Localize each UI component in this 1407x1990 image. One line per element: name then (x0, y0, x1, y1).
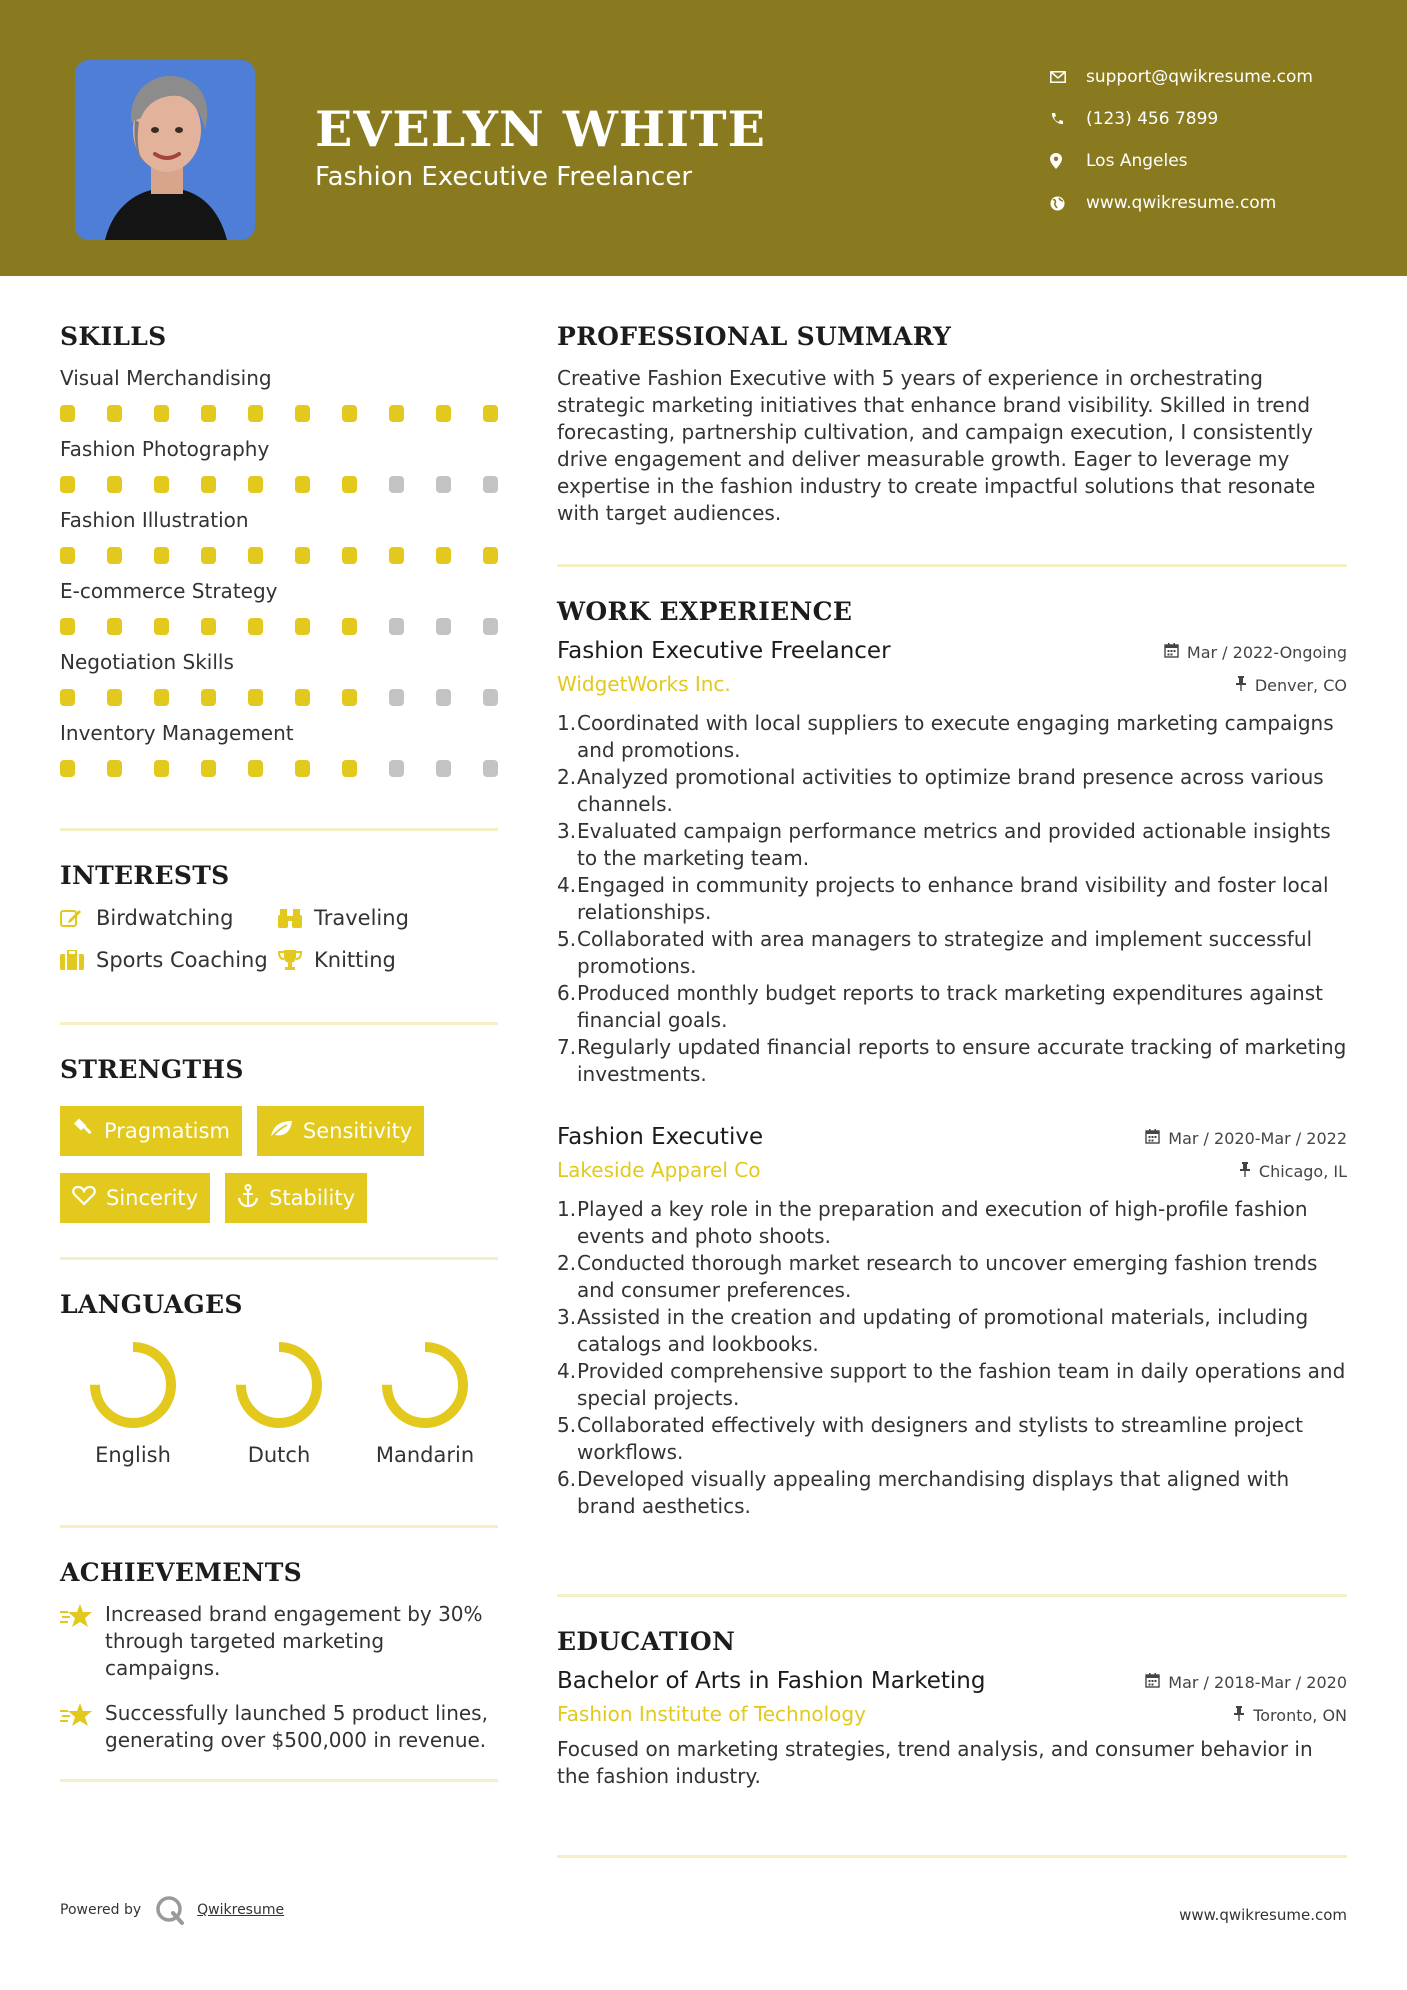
summary-text: Creative Fashion Executive with 5 years of experience in orchestrating strategic marketing initiatives that enhance brand visibility. Skilled in trend forecasting, partnership cultivation, and campaign execution, I consistently drive engagement and deliver measurable growth. Eager to leverage my expertise in the fashion industry to create impactful solutions that resonate with target audiences. (557, 366, 1316, 525)
rating-dot (483, 689, 498, 706)
list-item (557, 1412, 1347, 1466)
company-name: Lakeside Apparel Co (557, 1158, 761, 1182)
list-number: 4. (557, 1359, 577, 1383)
rating-dot (295, 689, 310, 706)
rating-dot (248, 476, 263, 493)
job-title: Fashion Executive (557, 1124, 764, 1150)
strength-tag (225, 1173, 367, 1223)
interest-label: Sports Coaching (96, 948, 268, 972)
rating-dot (389, 760, 404, 777)
rating-dot (342, 476, 357, 493)
divider (60, 1779, 498, 1782)
skill-rating (60, 618, 498, 635)
website-text[interactable]: www.qwikresume.com (1086, 193, 1277, 213)
interest-item (60, 906, 278, 930)
contact-phone (1050, 98, 1313, 140)
interests-section (60, 831, 498, 1022)
job-entry (557, 1124, 1347, 1520)
rating-dot (248, 618, 263, 635)
rating-dot (483, 476, 498, 493)
briefcase-icon (60, 950, 96, 970)
list-item (557, 980, 1347, 1034)
section-title-experience: WORK EXPERIENCE (557, 597, 853, 626)
bullet-text: Engaged in community projects to enhance brand visibility and foster local relationships. (577, 873, 1329, 924)
language-item (352, 1339, 498, 1467)
list-number: 3. (557, 819, 577, 843)
star-icon (60, 1601, 105, 1682)
contact-website[interactable] (1050, 182, 1313, 224)
divider (557, 1855, 1347, 1858)
strength-label: Sincerity (106, 1186, 199, 1210)
skills-section (60, 322, 498, 828)
list-number: 5. (557, 1413, 577, 1437)
interest-item (60, 948, 278, 972)
candidate-title: Fashion Executive Freelancer (315, 162, 693, 192)
language-name: English (95, 1443, 171, 1467)
rating-dot (107, 547, 122, 564)
footer-website[interactable]: www.qwikresume.com (1179, 1906, 1347, 1924)
rating-dot (154, 618, 169, 635)
section-title-summary: PROFESSIONAL SUMMARY (557, 322, 952, 351)
interest-label: Knitting (314, 948, 396, 972)
rating-dot (248, 689, 263, 706)
section-title-strengths: STRENGTHS (60, 1055, 244, 1084)
job-entry (557, 638, 1347, 1088)
list-number: 5. (557, 927, 577, 951)
bullet-text: Conducted thorough market research to uncover emerging fashion trends and consumer preferences. (577, 1251, 1318, 1302)
dates-text: Mar / 2018-Mar / 2020 (1168, 1673, 1347, 1692)
rating-dot (60, 618, 75, 635)
leaf-icon (269, 1119, 293, 1144)
rating-dot (201, 405, 216, 422)
education-sub (557, 1702, 1347, 1726)
phone-text: (123) 456 7899 (1086, 109, 1219, 129)
location-text: Toronto, ON (1253, 1706, 1347, 1725)
section-title-skills: SKILLS (60, 322, 167, 351)
job-sub (557, 672, 1347, 696)
rating-dot (60, 689, 75, 706)
map-pin-icon (1050, 153, 1086, 169)
language-item (206, 1339, 352, 1467)
job-bullets (557, 1196, 1347, 1520)
job-location (1235, 676, 1347, 695)
rating-dot (107, 405, 122, 422)
rating-dot (342, 547, 357, 564)
rating-dot (201, 760, 216, 777)
rating-dot (60, 547, 75, 564)
rating-dot (248, 547, 263, 564)
rating-dot (436, 476, 451, 493)
rating-dot (295, 405, 310, 422)
bullet-text: Analyzed promotional activities to optimize brand presence across various channels. (577, 765, 1324, 816)
company-name: WidgetWorks Inc. (557, 672, 731, 696)
skill-name: E-commerce Strategy (60, 579, 278, 603)
bullet-text: Regularly updated financial reports to ensure accurate tracking of marketing investments. (577, 1035, 1347, 1086)
list-item (557, 926, 1347, 980)
rating-dot (248, 405, 263, 422)
pushpin-icon (1239, 1162, 1251, 1181)
skills-list (60, 365, 498, 777)
language-item (60, 1339, 206, 1467)
jobs-list (557, 638, 1347, 1520)
language-gauge (379, 1339, 471, 1431)
edit-icon (60, 908, 96, 928)
skill-rating (60, 476, 498, 493)
bullet-text: Collaborated with area managers to strategize and implement successful promotions. (577, 927, 1313, 978)
skill-rating (60, 405, 498, 422)
bullet-text: Assisted in the creation and updating of promotional materials, including catalogs and lookbooks. (577, 1305, 1309, 1356)
language-gauge-arc (241, 1347, 317, 1423)
achievement-text: Successfully launched 5 product lines, generating over $500,000 in revenue. (105, 1701, 488, 1752)
languages-list (60, 1339, 498, 1467)
rating-dot (483, 760, 498, 777)
list-item (557, 710, 1347, 764)
rating-dot (107, 689, 122, 706)
list-number: 6. (557, 1467, 577, 1491)
achievement-item (60, 1700, 498, 1754)
gavel-icon (72, 1118, 94, 1145)
candidate-name: EVELYN WHITE (315, 100, 766, 158)
rating-dot (483, 547, 498, 564)
skill-name: Fashion Photography (60, 437, 270, 461)
heart-icon (72, 1185, 96, 1211)
list-number: 2. (557, 1251, 577, 1275)
globe-icon (1050, 196, 1086, 211)
summary-section (557, 322, 1347, 564)
strength-label: Pragmatism (104, 1119, 230, 1143)
rating-dot (201, 689, 216, 706)
school-name: Fashion Institute of Technology (557, 1702, 866, 1726)
strength-tag (257, 1106, 424, 1156)
interest-item (278, 948, 498, 972)
list-item (557, 1358, 1347, 1412)
calendar-icon (1145, 1129, 1160, 1148)
trophy-icon (278, 949, 314, 971)
language-name: Dutch (247, 1443, 311, 1467)
section-title-languages: LANGUAGES (60, 1290, 243, 1319)
languages-section (60, 1260, 498, 1525)
rating-dot (436, 618, 451, 635)
skill-name: Negotiation Skills (60, 650, 234, 674)
bullet-text: Evaluated campaign performance metrics and provided actionable insights to the marketing team. (577, 819, 1331, 870)
rating-dot (342, 618, 357, 635)
job-sub (557, 1158, 1347, 1182)
job-head (557, 1124, 1347, 1150)
rating-dot (295, 547, 310, 564)
achievement-item (60, 1601, 498, 1682)
rating-dot (60, 476, 75, 493)
language-gauge (233, 1339, 325, 1431)
pushpin-icon (1235, 676, 1247, 695)
strengths-section (60, 1025, 498, 1257)
rating-dot (154, 476, 169, 493)
achievements-section (60, 1528, 498, 1779)
bullet-text: Collaborated effectively with designers and stylists to streamline project workflows. (577, 1413, 1303, 1464)
brand-link[interactable]: Qwikresume (197, 1902, 285, 1918)
education-description: Focused on marketing strategies, trend analysis, and consumer behavior in the fashion industry. (557, 1737, 1313, 1788)
rating-dot (201, 547, 216, 564)
list-number: 1. (557, 1197, 577, 1221)
section-title-achievements: ACHIEVEMENTS (60, 1558, 302, 1587)
calendar-icon (1164, 643, 1179, 662)
rating-dot (154, 547, 169, 564)
list-item (557, 1466, 1347, 1520)
skill-rating (60, 760, 498, 777)
anchor-icon (237, 1184, 259, 1213)
rating-dot (389, 689, 404, 706)
list-item (557, 1034, 1347, 1088)
section-title-education: EDUCATION (557, 1627, 736, 1656)
bullet-text: Coordinated with local suppliers to execute engaging marketing campaigns and promotions. (577, 711, 1334, 762)
rating-dot (60, 760, 75, 777)
skill-rating (60, 547, 498, 564)
right-column (557, 322, 1347, 1858)
bullet-text: Produced monthly budget reports to track marketing expenditures against financial goals. (577, 981, 1323, 1032)
rating-dot (342, 760, 357, 777)
language-gauge-arc (387, 1347, 463, 1423)
location-text: Chicago, IL (1258, 1162, 1347, 1181)
achievement-text: Increased brand engagement by 30% through targeted marketing campaigns. (105, 1602, 483, 1680)
job-location (1239, 1162, 1347, 1181)
dates-text: Mar / 2022-Ongoing (1186, 643, 1347, 662)
rating-dot (60, 405, 75, 422)
list-number: 1. (557, 711, 577, 735)
rating-dot (154, 405, 169, 422)
left-column (60, 322, 498, 1782)
envelope-icon (1050, 71, 1086, 83)
job-head (557, 638, 1347, 664)
degree-title: Bachelor of Arts in Fashion Marketing (557, 1668, 986, 1694)
rating-dot (483, 618, 498, 635)
list-number: 4. (557, 873, 577, 897)
language-name: Mandarin (375, 1443, 475, 1467)
job-title: Fashion Executive Freelancer (557, 638, 891, 664)
list-item (557, 1250, 1347, 1304)
bullet-text: Played a key role in the preparation and execution of high-profile fashion events and photo shoots. (577, 1197, 1308, 1248)
rating-dot (389, 405, 404, 422)
location-text: Los Angeles (1086, 151, 1188, 171)
rating-dot (154, 689, 169, 706)
education-location (1233, 1706, 1347, 1725)
list-number: 7. (557, 1035, 577, 1059)
rating-dot (389, 547, 404, 564)
language-gauge-arc (95, 1347, 171, 1423)
rating-dot (107, 618, 122, 635)
rating-dot (295, 476, 310, 493)
resume-header (0, 0, 1407, 276)
language-gauge (87, 1339, 179, 1431)
education-head (557, 1668, 1347, 1694)
skill-rating (60, 689, 498, 706)
education-dates (1145, 1673, 1347, 1692)
location-text: Denver, CO (1254, 676, 1347, 695)
skill-name: Visual Merchandising (60, 366, 272, 390)
contact-location (1050, 140, 1313, 182)
footer-branding (60, 1895, 284, 1925)
rating-dot (436, 760, 451, 777)
list-number: 2. (557, 765, 577, 789)
bullet-text: Developed visually appealing merchandising displays that aligned with brand aesthetics. (577, 1467, 1290, 1518)
contact-email[interactable] (1050, 56, 1313, 98)
bullet-text: Provided comprehensive support to the fashion team in daily operations and special projects. (577, 1359, 1346, 1410)
email-text[interactable]: support@qwikresume.com (1086, 67, 1313, 87)
rating-dot (436, 405, 451, 422)
strength-label: Stability (269, 1186, 356, 1210)
education-section (557, 1597, 1347, 1855)
rating-dot (436, 547, 451, 564)
powered-by-text: Powered by (60, 1902, 142, 1918)
star-icon (60, 1700, 105, 1754)
rating-dot (342, 689, 357, 706)
rating-dot (436, 689, 451, 706)
job-dates (1145, 1129, 1347, 1148)
interest-label: Traveling (314, 906, 409, 930)
list-number: 3. (557, 1305, 577, 1329)
skill-name: Inventory Management (60, 721, 294, 745)
strength-tag (60, 1106, 242, 1156)
section-title-interests: INTERESTS (60, 861, 230, 890)
rating-dot (248, 760, 263, 777)
qwikresume-logo (155, 1895, 185, 1925)
contact-list (1050, 56, 1313, 224)
job-dates (1164, 643, 1347, 662)
pushpin-icon (1233, 1706, 1245, 1725)
binoculars-icon (278, 907, 314, 929)
profile-photo (75, 60, 255, 240)
list-item (557, 872, 1347, 926)
list-item (557, 764, 1347, 818)
strength-tag (60, 1173, 210, 1223)
rating-dot (295, 760, 310, 777)
interest-label: Birdwatching (96, 906, 234, 930)
rating-dot (342, 405, 357, 422)
rating-dot (389, 618, 404, 635)
interest-item (278, 906, 498, 930)
job-bullets (557, 710, 1347, 1088)
skill-name: Fashion Illustration (60, 508, 249, 532)
list-item (557, 1304, 1347, 1358)
list-number: 6. (557, 981, 577, 1005)
rating-dot (389, 476, 404, 493)
rating-dot (107, 476, 122, 493)
rating-dot (201, 476, 216, 493)
rating-dot (107, 760, 122, 777)
rating-dot (201, 618, 216, 635)
list-item (557, 818, 1347, 872)
rating-dot (295, 618, 310, 635)
rating-dot (483, 405, 498, 422)
dates-text: Mar / 2020-Mar / 2022 (1168, 1129, 1347, 1148)
calendar-icon (1145, 1673, 1160, 1692)
list-item (557, 1196, 1347, 1250)
experience-section (557, 567, 1347, 1594)
rating-dot (154, 760, 169, 777)
phone-icon (1050, 112, 1086, 126)
strength-label: Sensitivity (302, 1119, 413, 1143)
